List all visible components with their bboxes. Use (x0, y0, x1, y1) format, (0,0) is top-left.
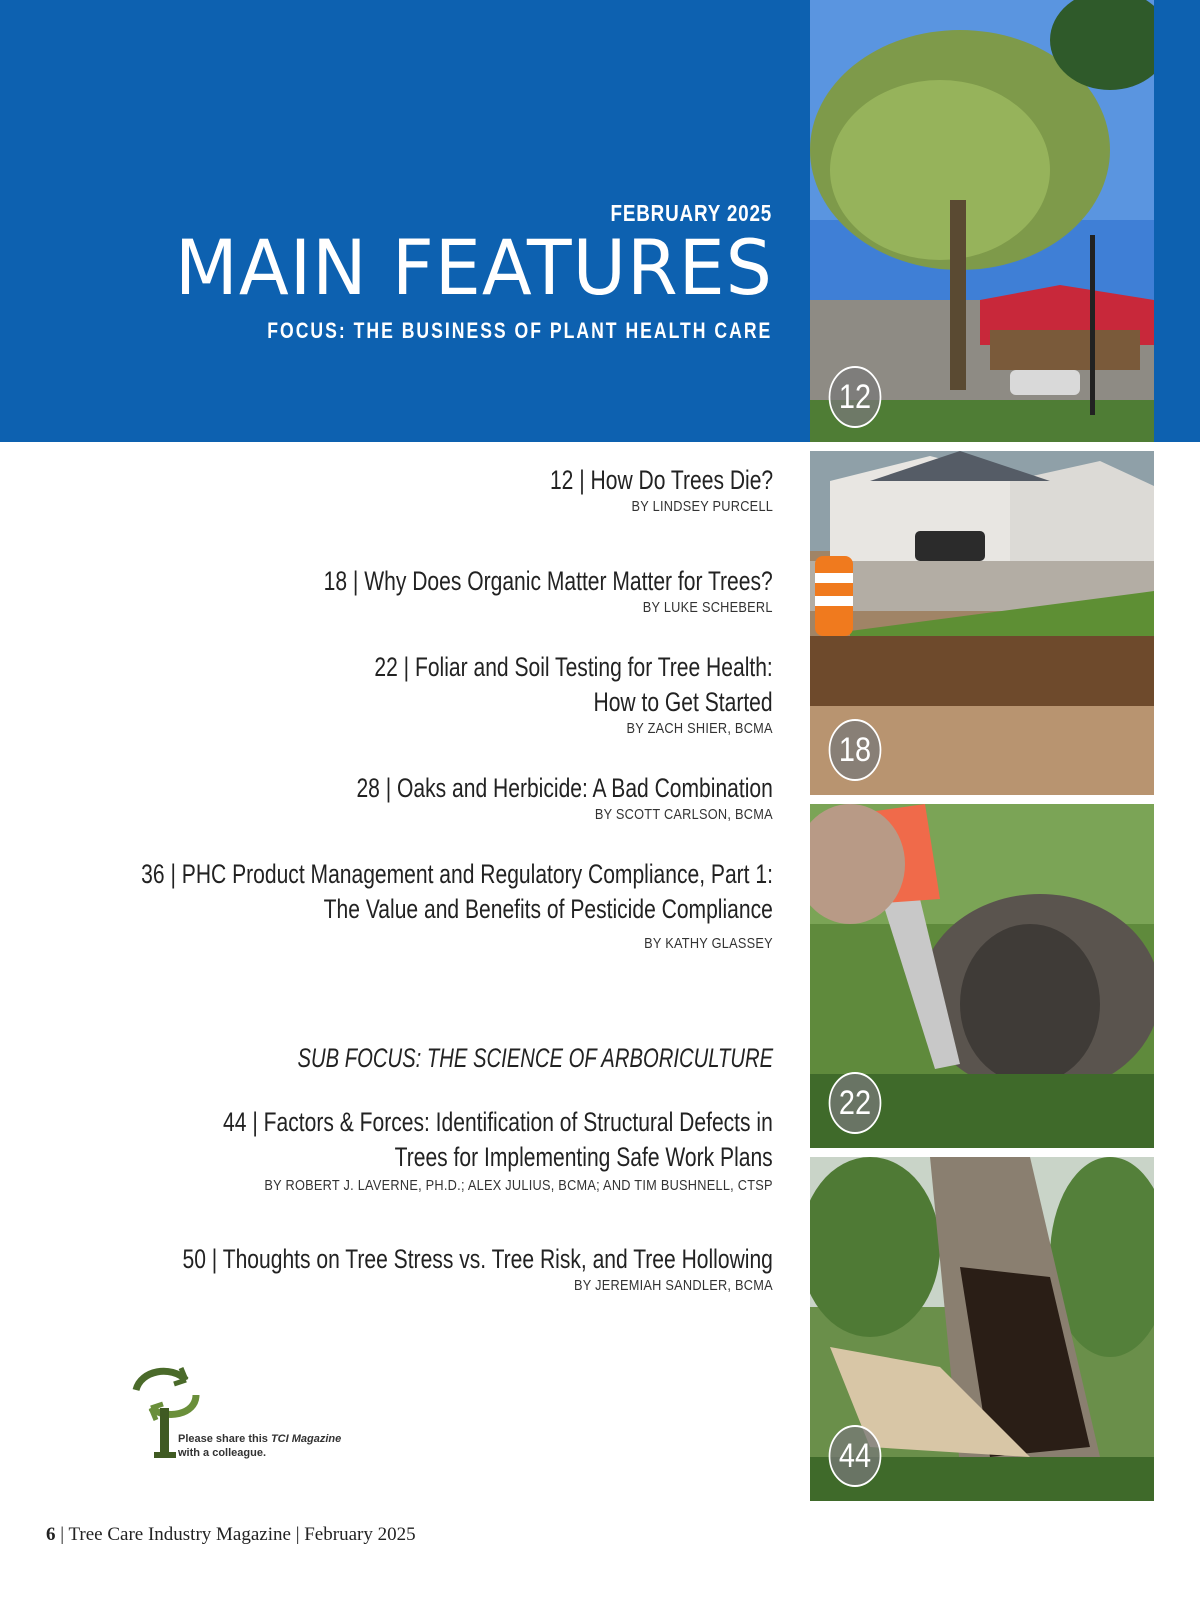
article-title-line-1[interactable]: 44 | Factors & Forces: Identification of Structural Defects in (223, 1107, 773, 1137)
page-number: 6 (46, 1524, 56, 1545)
article-12[interactable] (487, 463, 773, 516)
page-footer (46, 1524, 416, 1546)
article-44[interactable] (68, 1105, 773, 1195)
article-title-line-2[interactable]: How to Get Started (593, 687, 773, 717)
article-18[interactable] (197, 564, 773, 617)
subfocus-heading: SUB FOCUS: THE SCIENCE OF ARBORICULTURE (297, 1043, 773, 1073)
article-byline: BY LUKE SCHEBERL (643, 599, 773, 616)
article-title[interactable]: 12 | How Do Trees Die? (549, 465, 773, 495)
feature-photo-18[interactable] (810, 451, 1154, 795)
article-title[interactable]: 50 | Thoughts on Tree Stress vs. Tree Risk, and Tree Hollowing (182, 1244, 773, 1274)
footer-text: | Tree Care Industry Magazine | February 2025 (55, 1524, 416, 1545)
page-badge-44: 44 (829, 1425, 882, 1487)
feature-photo-12[interactable] (810, 0, 1154, 442)
share-line-2: with a colleague. (178, 1447, 267, 1459)
page-badge-12: 12 (829, 366, 882, 428)
article-byline: BY JEREMIAH SANDLER, BCMA (574, 1277, 773, 1294)
article-title-line-1[interactable]: 36 | PHC Product Management and Regulatory Compliance, Part 1: (141, 859, 773, 889)
article-byline: BY ZACH SHIER, BCMA (626, 720, 773, 737)
article-title-line-1[interactable]: 22 | Foliar and Soil Testing for Tree Health: (374, 652, 773, 682)
page-title: MAIN FEATURES (174, 223, 773, 312)
article-byline: BY KATHY GLASSEY (644, 935, 773, 952)
article-22[interactable] (262, 650, 773, 738)
article-byline: BY SCOTT CARLSON, BCMA (594, 806, 773, 823)
feature-photo-44[interactable] (810, 1157, 1154, 1501)
article-byline: BY ROBERT J. LAVERNE, PH.D.; ALEX JULIUS, BCMA; AND TIM BUSHNELL, CTSP (264, 1177, 773, 1194)
article-byline: BY LINDSEY PURCELL (631, 498, 773, 515)
share-message (178, 1432, 341, 1460)
feature-photo-22[interactable] (810, 804, 1154, 1148)
article-title[interactable]: 18 | Why Does Organic Matter Matter for Trees? (323, 566, 773, 596)
article-title[interactable]: 28 | Oaks and Herbicide: A Bad Combination (356, 773, 773, 803)
article-36[interactable] (0, 857, 773, 953)
focus-heading: FOCUS: THE BUSINESS OF PLANT HEALTH CARE (266, 318, 772, 343)
issue-date: FEBRUARY 2025 (610, 200, 772, 226)
article-28[interactable] (239, 771, 773, 824)
page-badge-22: 22 (829, 1072, 882, 1134)
page-badge-18: 18 (829, 719, 882, 781)
share-magazine-name: TCI Magazine (270, 1433, 342, 1445)
article-50[interactable] (16, 1242, 773, 1295)
article-title-line-2[interactable]: The Value and Benefits of Pesticide Compliance (323, 894, 773, 924)
article-title-line-2[interactable]: Trees for Implementing Safe Work Plans (394, 1142, 773, 1172)
share-line-1-prefix: Please share this (178, 1433, 271, 1445)
